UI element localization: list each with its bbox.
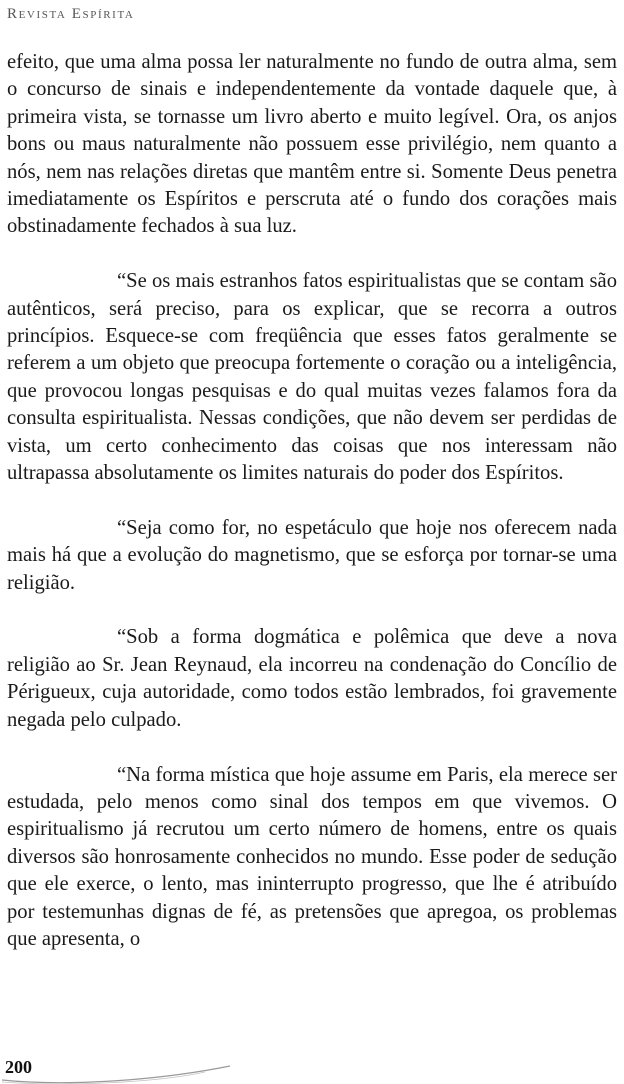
body-text xyxy=(7,49,617,953)
paragraph-5: “Na forma mística que hoje assume em Paris, ela merece ser estudada, pelo menos como sinal dos tempos em que vivemos. O espiritualismo já recrutou um certo número de homens, entre os quais diversos são honrosamente conhecidos no mundo. Esse poder de sedução que ele exerce, o lento, mas ininterrupto progresso, que lhe é atribuído por testemunhas dignas de fé, as pretensões que apregoa, os problemas que apresenta, o xyxy=(7,763,617,950)
page-number: 200 xyxy=(5,1057,32,1077)
running-header: Revista Espírita xyxy=(7,6,135,22)
paragraph-3: “Seja como for, no espetáculo que hoje nos oferecem nada mais há que a evolução do magnetismo, que se esforça por tornar-se uma religião. xyxy=(7,516,617,594)
footer-swash-ornament xyxy=(0,1060,240,1084)
paragraph-4: “Sob a forma dogmática e polêmica que deve a nova religião ao Sr. Jean Reynaud, ela incorreu na condenação do Concílio de Périgueux, cuja autoridade, como todos estão lembrados, foi gravemente negada pelo culpado. xyxy=(7,626,617,731)
paragraph-2: “Se os mais estranhos fatos espiritualistas que se contam são autênticos, será preciso, para os explicar, que se recorra a outros princípios. Esquece-se com freqüência que esses fatos geralmente se referem a um objeto que preocupa fortemente o coração ou a inteligência, que provocou longas pesquisas e do qual muitas vezes falamos fora da consulta espiritualista. Nessas condições, que não devem ser perdidas de vista, um certo conhecimento das coisas que nos interessam não ultrapassa absolutamente os limites naturais do poder dos Espíritos. xyxy=(7,270,617,485)
paragraph-1: efeito, que uma alma possa ler naturalmente no fundo de outra alma, sem o concurso de sinais e independentemente da vontade daquele que, à primeira vista, se tornasse um livro aberto e muito legível. Ora, os anjos bons ou maus naturalmente não possuem esse privilégio, nem quanto a nós, nem nas relações diretas que mantêm entre si. Somente Deus penetra imediatamente os Espíritos e perscruta até o fundo dos corações mais obstinadamente fechados à sua luz. xyxy=(7,51,617,238)
